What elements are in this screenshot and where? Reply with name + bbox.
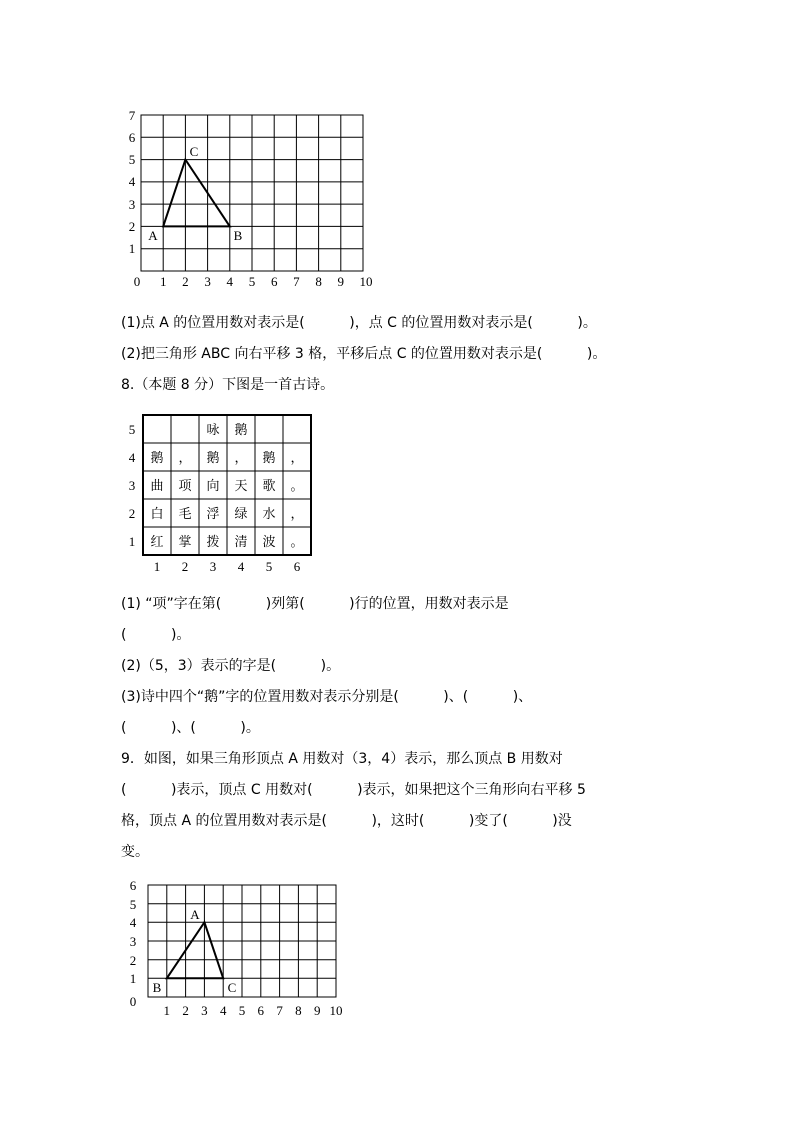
point-label-b: B <box>233 228 243 243</box>
x-tick: 0 <box>133 274 141 289</box>
x-tick: 3 <box>201 1003 208 1018</box>
y-tick: 2 <box>129 953 137 968</box>
col-label: 4 <box>237 559 245 574</box>
triangle-abc-2 <box>167 922 223 978</box>
poem-grid-lines <box>143 415 311 555</box>
point-label-c: C <box>189 144 199 159</box>
point-label-a: A <box>190 907 200 922</box>
poem-cell: 白 <box>150 507 164 522</box>
poem-cell: 掌 <box>178 535 192 550</box>
x-tick: 2 <box>182 1003 189 1018</box>
poem-cell: 。 <box>290 535 304 550</box>
q8-part1a: (1) “项”字在第( )列第( )行的位置，用数对表示是 <box>121 596 509 612</box>
x-tick: 7 <box>276 1003 283 1018</box>
y-tick: 4 <box>128 174 136 189</box>
y-tick: 1 <box>129 971 137 986</box>
poem-cell: 向 <box>206 479 220 494</box>
q9-line3: 格，顶点 A 的位置用数对表示是( )，这时( )变了( )没 <box>121 813 572 829</box>
x-tick: 7 <box>293 274 300 289</box>
q9-line4: 变。 <box>121 844 149 860</box>
col-label: 2 <box>181 559 189 574</box>
poem-cell: 项 <box>178 479 192 494</box>
poem-cell: 天 <box>234 479 248 494</box>
poem-cell: 毛 <box>178 507 192 522</box>
row-label: 4 <box>128 450 136 465</box>
point-label-b: B <box>152 980 162 995</box>
x-tick: 4 <box>226 274 234 289</box>
poem-cell: 歌 <box>262 479 276 494</box>
poem-cell: ， <box>178 451 192 466</box>
y-tick: 3 <box>129 934 137 949</box>
poem-cell: ， <box>290 507 304 522</box>
q8-title: 8.（本题 8 分）下图是一首古诗。 <box>121 377 335 393</box>
x-tick: 8 <box>295 1003 302 1018</box>
y-tick: 7 <box>128 108 136 123</box>
poem-cell: 。 <box>290 479 304 494</box>
grid-2-figure <box>120 876 360 1024</box>
grid-2-lines <box>148 885 336 997</box>
poem-grid-figure <box>120 410 320 580</box>
y-tick: 1 <box>128 241 136 256</box>
y-tick: 0 <box>129 994 137 1009</box>
x-tick: 1 <box>159 274 167 289</box>
grid-1-x-ticks <box>134 274 373 289</box>
q8-part3a: (3)诗中四个“鹅”字的位置用数对表示分别是( )、( )、 <box>121 689 533 705</box>
x-tick: 9 <box>313 1003 321 1018</box>
col-label: 6 <box>293 559 301 574</box>
grid-1-figure <box>120 104 390 294</box>
q7-part1: (1)点 A 的位置用数对表示是( )，点 C 的位置用数对表示是( )。 <box>121 315 597 331</box>
poem-cell: ， <box>290 451 304 466</box>
x-tick: 9 <box>337 274 345 289</box>
row-label: 5 <box>128 422 136 437</box>
x-tick: 8 <box>315 274 322 289</box>
x-tick: 10 <box>359 274 373 289</box>
grid-1-y-ticks <box>129 108 136 256</box>
y-tick: 5 <box>129 897 137 912</box>
poem-cell: 鹅 <box>150 451 164 466</box>
y-tick: 2 <box>128 219 136 234</box>
poem-cell: 鹅 <box>262 451 276 466</box>
poem-cell: 绿 <box>234 507 248 522</box>
col-label: 3 <box>209 559 217 574</box>
poem-col-labels <box>154 559 301 574</box>
point-label-a: A <box>148 228 158 243</box>
poem-cell: 清 <box>234 535 248 550</box>
x-tick: 6 <box>270 274 278 289</box>
poem-cell: 咏 <box>206 423 220 438</box>
point-label-c: C <box>227 980 237 995</box>
x-tick: 3 <box>204 274 211 289</box>
q9-line1: 9．如图，如果三角形顶点 A 用数对（3，4）表示，那么顶点 B 用数对 <box>121 751 563 767</box>
y-tick: 3 <box>128 197 136 212</box>
grid-2-x-ticks <box>164 1003 343 1018</box>
poem-cell: 鹅 <box>206 451 220 466</box>
x-tick: 1 <box>163 1003 171 1018</box>
poem-cell: 红 <box>150 535 164 550</box>
poem-cell: 鹅 <box>234 423 248 438</box>
col-label: 5 <box>265 559 273 574</box>
poem-cell: 浮 <box>206 507 220 522</box>
poem-cell: 曲 <box>150 479 164 494</box>
x-tick: 2 <box>182 274 189 289</box>
poem-cell: 波 <box>262 535 276 550</box>
y-tick: 4 <box>129 915 137 930</box>
x-tick: 5 <box>238 1003 246 1018</box>
grid-2-y-ticks <box>130 878 137 1009</box>
x-tick: 6 <box>257 1003 265 1018</box>
poem-cell: ， <box>234 451 248 466</box>
triangle-abc <box>163 160 230 227</box>
q8-part2: (2)（5，3）表示的字是( )。 <box>121 658 341 674</box>
x-tick: 10 <box>329 1003 343 1018</box>
x-tick: 4 <box>219 1003 227 1018</box>
poem-row-labels <box>129 422 136 549</box>
y-tick: 6 <box>128 130 136 145</box>
q8-part3b: ( )、( )。 <box>121 720 260 736</box>
poem-cell: 水 <box>262 507 276 522</box>
q7-part2: (2)把三角形 ABC 向右平移 3 格，平移后点 C 的位置用数对表示是( )。 <box>121 346 607 362</box>
row-label: 2 <box>128 506 136 521</box>
q9-line2: ( )表示，顶点 C 用数对( )表示，如果把这个三角形向右平移 5 <box>121 782 586 798</box>
q8-part1b: ( )。 <box>121 627 191 643</box>
x-tick: 5 <box>248 274 256 289</box>
y-tick: 6 <box>129 878 137 893</box>
row-label: 3 <box>128 478 136 493</box>
y-tick: 5 <box>128 152 136 167</box>
poem-cell: 拨 <box>206 535 220 550</box>
col-label: 1 <box>153 559 161 574</box>
row-label: 1 <box>128 534 136 549</box>
